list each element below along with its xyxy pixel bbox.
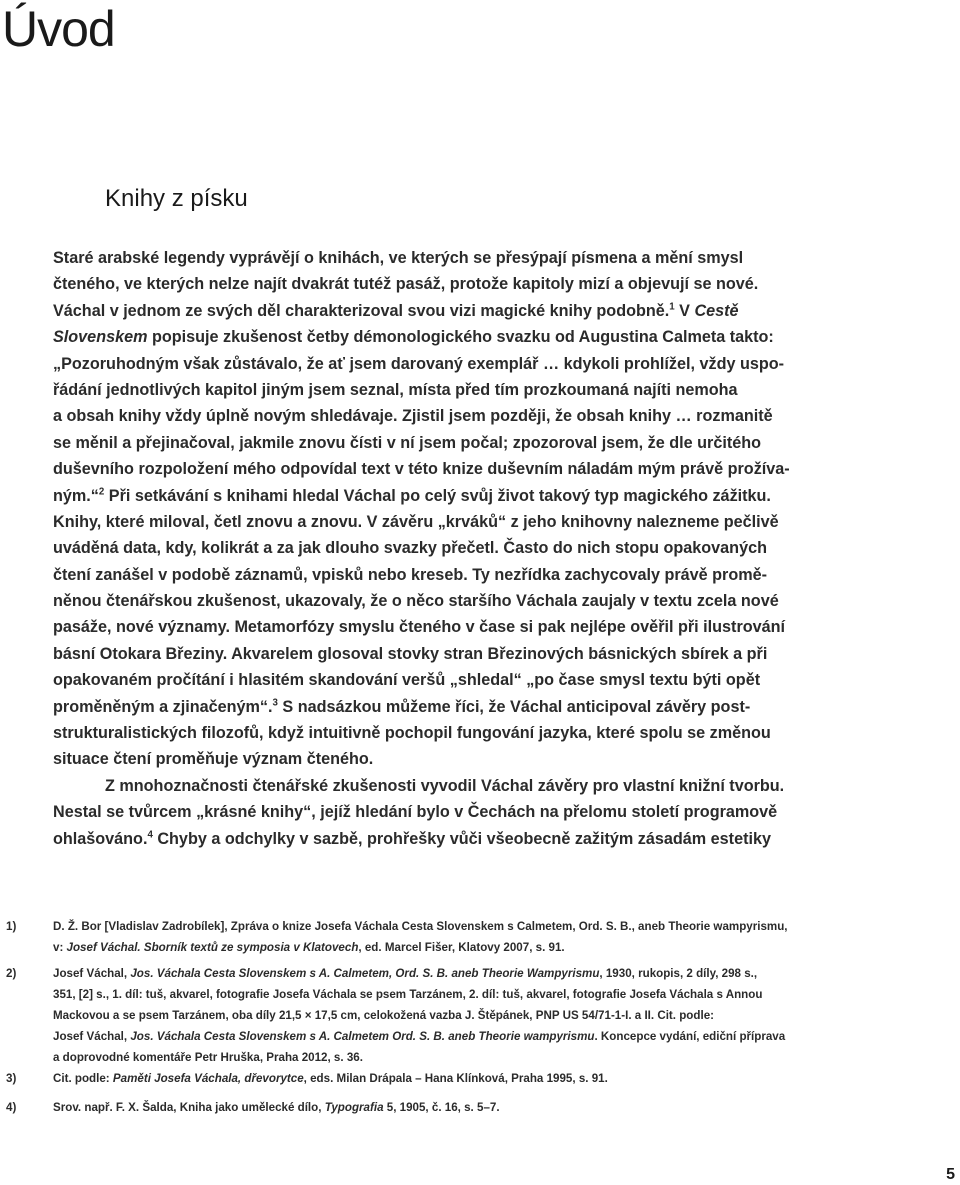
- footnote-text: [53, 916, 933, 958]
- footnote-reference[interactable]: 3: [272, 697, 278, 709]
- text-line: Staré arabské legendy vyprávějí o knihách, ve kterých se přesýpají písmena a mění smysl: [53, 249, 744, 267]
- text-line: pasáže, nové významy. Metamorfózy smyslu čteného v čase si pak nejlépe ověřil při ilustrování: [53, 618, 786, 637]
- italic-text: Josef Váchal. Sborník textů ze symposia v Klatovech: [66, 941, 359, 954]
- footnote-line: D. Ž. Bor [Vladislav Zadrobílek], Zpráva o knize Josefa Váchala Cesta Slovenskem s Calmetem, Ord. S. B., aneb Theorie wampyrismu,: [53, 920, 788, 933]
- text-line: a obsah knihy vždy úplně novým shledávaje. Zjistil jsem později, že obsah knihy … rozmanitě: [53, 407, 773, 426]
- italic-text: Jos. Váchala Cesta Slovenskem s A. Calmetem Ord. S. B. aneb Theorie wampyrismu: [130, 1030, 595, 1043]
- text-line: řádání jednotlivých kapitol jiným jsem seznal, místa před tím prozkoumaná najíti nemoha: [53, 380, 738, 399]
- italic-text: Jos. Váchala Cesta Slovenskem s A. Calmetem, Ord. S. B. aneb Theorie Wampyrismu: [130, 967, 600, 980]
- footnote-text: [53, 963, 933, 1068]
- footnote-text: [53, 1068, 933, 1089]
- text-line: opakovaném pročítání i hlasitém skandování veršů „shledal“ „po čase smysl textu býti opět: [53, 671, 761, 690]
- footnote-line: a doprovodné komentáře Petr Hruška, Praha 2012, s. 36.: [53, 1051, 363, 1064]
- text-line: proměněným a zjinačeným“.$^3$ S nadsázkou můžeme říci, že Váchal anticipoval závěry post-: [53, 697, 751, 716]
- text-line: Z mnohoznačnosti čtenářské zkušenosti vyvodil Váchal závěry pro vlastní knižní tvorbu.: [105, 776, 785, 795]
- footnote-line: Mackovou a se psem Tarzánem, oba díly 21,5 × 17,5 cm, celokožená vazba J. Štěpánek, PNP US 54/71-1-I. a II. Cit. podle:: [53, 1009, 715, 1022]
- text-line: duševního rozpoložení mého odpovídal text v této knize duševním náladám mým právě prožíva-: [53, 460, 790, 479]
- text-line: básní Otokara Březiny. Akvarelem glosoval stovky stran Březinových básnických sbírek a při: [53, 644, 768, 663]
- italic-text: Typografia: [324, 1101, 384, 1114]
- text-line: uváděná data, kdy, kolikrát a za jak dlouho svazky přečetl. Často do nich stopu opakovaných: [53, 539, 767, 558]
- text-line: čteného, ve kterých nelze najít dvakrát tutéž pasáž, protože kapitoly mizí a objevují se nové.: [53, 275, 759, 294]
- text-line: Knihy, které miloval, četl znovu a znovu. V závěru „krváků“ z jeho knihovny nalezneme pečlivě: [53, 512, 779, 531]
- footnote-number: 2): [6, 967, 17, 980]
- text-line: ným.“$^2$ Při setkávání s knihami hledal Váchal po celý svůj život takový typ magického zážitku.: [53, 486, 771, 505]
- footnote-reference[interactable]: 1: [669, 301, 675, 313]
- text-line: ohlašováno.$^4$ Chyby a odchylky v sazbě, prohřešky vůči všeobecně zažitým zásadám estetiky: [53, 829, 771, 848]
- page-number: 5: [946, 1166, 955, 1183]
- text-line: se měnil a přejinačoval, jakmile znovu čísti v ní jsem počal; zpozoroval jsem, že dle určitého: [53, 433, 761, 452]
- italic-text: Cestě: [694, 301, 739, 320]
- text-line: strukturalistických filozofů, když intuitivně pochopil fungování jazyka, které spolu se změnou: [53, 724, 771, 743]
- footnote-line: Josef Váchal, Jos. Váchala Cesta Slovenskem s A. Calmetem Ord. S. B. aneb Theorie wampyrismu. Koncepce vydání, ediční příprava: [53, 1030, 786, 1043]
- text-line: situace čtení proměňuje význam čteného.: [53, 750, 374, 769]
- footnote-number: 1): [6, 920, 17, 933]
- text-line: něnou čtenářskou zkušenost, ukazovaly, že o něco staršího Váchala zaujaly v textu zcela nové: [53, 592, 779, 611]
- body-text: [53, 245, 923, 852]
- italic-text: Slovenskem: [53, 328, 148, 347]
- text-line: Nestal se tvůrcem „krásné knihy“, jejíž hledání bylo v Čechách na přelomu století programově: [53, 803, 778, 822]
- footnote-number: 3): [6, 1072, 17, 1085]
- footnote-line: v: Josef Váchal. Sborník textů ze symposia v Klatovech, ed. Marcel Fišer, Klatovy 2007, s. 91.: [53, 941, 565, 954]
- footnote-number: 4): [6, 1101, 17, 1114]
- italic-text: Paměti Josefa Váchala, dřevorytce: [112, 1072, 304, 1085]
- text-line: „Pozoruhodným však zůstávalo, že ať jsem darovaný exemplář … kdykoli prohlížel, vždy uspo-: [53, 354, 785, 373]
- section-title: Knihy z písku: [105, 185, 248, 212]
- text-line: čtení zanášel v podobě záznamů, vpisků nebo kreseb. Ty nezřídka zachycovaly právě promě-: [53, 565, 767, 584]
- text-line: Váchal v jednom ze svých děl charakterizoval svou vizi magické knihy podobně.$^1$ V Cestě: [53, 301, 739, 320]
- footnote-line: 351, [2] s., 1. díl: tuš, akvarel, fotografie Josefa Váchala se psem Tarzánem, 2. díl: tuš, akvarel, fotografie Josefa Váchala s Annou: [53, 988, 763, 1001]
- footnote-line: Cit. podle: Paměti Josefa Váchala, dřevorytce, eds. Milan Drápala – Hana Klínková, Praha 1995, s. 91.: [53, 1072, 608, 1085]
- footnote-reference[interactable]: 2: [98, 486, 105, 498]
- footnote-line: Srov. např. F. X. Šalda, Kniha jako umělecké dílo, Typografia 5, 1905, č. 16, s. 5–7.: [53, 1101, 500, 1114]
- footnote-text: [53, 1097, 933, 1118]
- chapter-title: Úvod: [2, 1, 115, 57]
- footnote-reference[interactable]: 4: [147, 829, 153, 841]
- footnote-line: Josef Váchal, Jos. Váchala Cesta Slovenskem s A. Calmetem, Ord. S. B. aneb Theorie Wampyrismu, 1930, rukopis, 2 díly, 298 s.,: [53, 967, 758, 980]
- text-line: Slovenskem popisuje zkušenost četby démonologického svazku od Augustina Calmeta takto:: [53, 328, 774, 347]
